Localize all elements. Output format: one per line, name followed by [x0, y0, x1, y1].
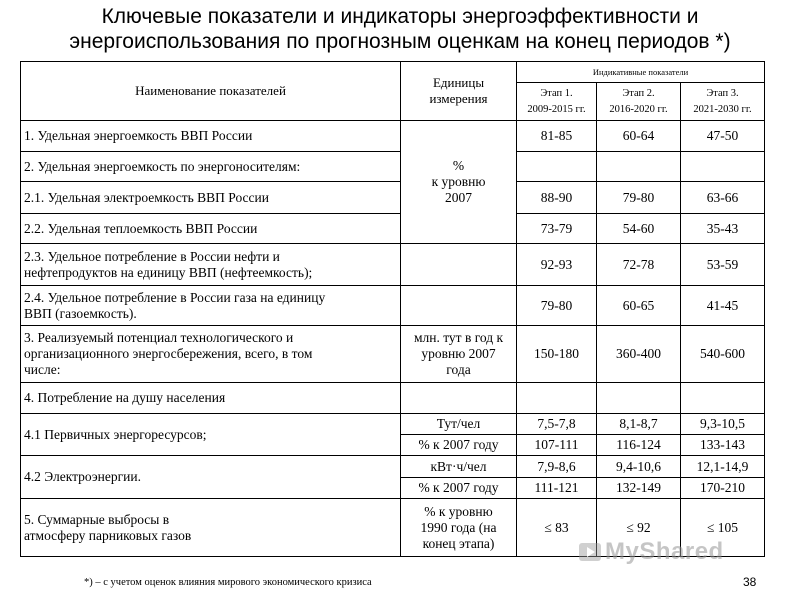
row-3-name-line-2: организационного энергосбережения, всего, в том — [24, 346, 313, 361]
row-4-2a-stage-2: 9,4-10,6 — [597, 456, 681, 478]
row-4-stage-3 — [681, 383, 765, 414]
merged-unit-line-3: 2007 — [445, 190, 472, 205]
row-2-3-unit — [401, 244, 517, 286]
row-5-unit — [401, 499, 517, 557]
row-2-stage-3 — [681, 152, 765, 182]
row-5-unit-line-2: 1990 года (на — [420, 519, 497, 535]
row-2-2-stage-1: 73-79 — [517, 214, 597, 244]
stage-3-years: 2021-2030 гг. — [693, 103, 752, 115]
row-3-unit — [401, 326, 517, 383]
row-2-1-stage-2: 79-80 — [597, 182, 681, 214]
row-2-3-stage-2: 72-78 — [597, 244, 681, 286]
stage-1-years: 2009-2015 гг. — [527, 103, 586, 115]
row-4-2-unit-a: кВт·ч/чел — [401, 456, 517, 478]
row-2-2-stage-3: 35-43 — [681, 214, 765, 244]
row-4-2b-stage-1: 111-121 — [517, 478, 597, 499]
row-2-1-stage-3: 63-66 — [681, 182, 765, 214]
row-2-4-name — [21, 286, 401, 326]
row-1-stage-2: 60-64 — [597, 121, 681, 152]
header-stage-1 — [517, 83, 597, 121]
row-2-4-stage-1: 79-80 — [517, 286, 597, 326]
row-5-name-line-1: 5. Суммарные выбросы в — [24, 511, 170, 527]
row-1-stage-1: 81-85 — [517, 121, 597, 152]
row-3-stage-3: 540-600 — [681, 326, 765, 383]
row-5-name-line-2: атмосферу парниковых газов — [24, 527, 192, 543]
header-unit-line-1: Единицы — [432, 75, 485, 90]
row-5-name — [21, 499, 401, 557]
stage-2-label: Этап 2. — [622, 87, 655, 99]
table-row — [21, 182, 765, 214]
title-line-2: энергоиспользования по прогнозным оценкам на конец периодов *) — [69, 30, 731, 53]
row-2-2-stage-2: 54-60 — [597, 214, 681, 244]
table-row — [21, 244, 765, 286]
table-row — [21, 286, 765, 326]
header-unit-cell — [401, 62, 517, 121]
row-4-unit — [401, 383, 517, 414]
table-row — [21, 383, 765, 414]
title-line-1: Ключевые показатели и индикаторы энергоэффективности и — [101, 5, 699, 28]
stage-1-label: Этап 1. — [540, 87, 573, 99]
table-row — [21, 414, 765, 435]
page-number: 38 — [743, 575, 757, 589]
header-stage-3 — [681, 83, 765, 121]
row-3-stage-1: 150-180 — [517, 326, 597, 383]
row-4-1-name: 4.1 Первичных энергоресурсов; — [21, 414, 401, 456]
row-4-name: 4. Потребление на душу населения — [21, 383, 401, 414]
row-1-name: 1. Удельная энергоемкость ВВП России — [21, 121, 401, 152]
watermark-text: MyShared — [605, 538, 724, 565]
row-4-1-unit-a: Тут/чел — [401, 414, 517, 435]
merged-unit-line-2: к уровню — [431, 174, 486, 189]
row-2-stage-2 — [597, 152, 681, 182]
myshared-logo-icon — [578, 540, 602, 564]
row-4-stage-2 — [597, 383, 681, 414]
merged-unit-line-1: % — [452, 158, 465, 173]
table-row — [21, 326, 765, 383]
watermark — [578, 537, 778, 567]
row-2-4-unit — [401, 286, 517, 326]
stage-3-label: Этап 3. — [706, 87, 739, 99]
row-5-unit-line-3: конец этапа) — [422, 535, 495, 551]
row-2-3-stage-3: 53-59 — [681, 244, 765, 286]
header-row-1 — [21, 62, 765, 83]
row-3-name — [21, 326, 401, 383]
row-4-1a-stage-1: 7,5-7,8 — [517, 414, 597, 435]
row-4-1a-stage-2: 8,1-8,7 — [597, 414, 681, 435]
row-5-stage-3: ≤ 105 — [681, 499, 765, 557]
row-3-unit-line-1: млн. тут в год к — [413, 330, 504, 345]
row-3-unit-line-2: уровню 2007 — [421, 346, 496, 361]
row-4-stage-1 — [517, 383, 597, 414]
table-row — [21, 152, 765, 182]
row-2-stage-1 — [517, 152, 597, 182]
row-4-1b-stage-1: 107-111 — [517, 435, 597, 456]
row-1-stage-3: 47-50 — [681, 121, 765, 152]
row-4-2a-stage-3: 12,1-14,9 — [681, 456, 765, 478]
row-2-4-stage-2: 60-65 — [597, 286, 681, 326]
row-4-1-unit-b: % к 2007 году — [401, 435, 517, 456]
row-4-2-name: 4.2 Электроэнергии. — [21, 456, 401, 499]
row-2-1-name: 2.1. Удельная электроемкость ВВП России — [21, 182, 401, 214]
merged-unit-cell — [401, 121, 517, 244]
row-4-2-unit-b: % к 2007 году — [401, 478, 517, 499]
row-3-name-line-1: 3. Реализуемый потенциал технологического и — [24, 330, 294, 345]
row-5-unit-line-1: % к уровню — [424, 503, 493, 519]
table-row — [21, 214, 765, 244]
row-2-2-name: 2.2. Удельная теплоемкость ВВП России — [21, 214, 401, 244]
table-row — [21, 121, 765, 152]
row-2-3-stage-1: 92-93 — [517, 244, 597, 286]
row-2-3-name-line-1: 2.3. Удельное потребление в России нефти и — [24, 248, 280, 264]
row-2-4-name-line-1: 2.4. Удельное потребление в России газа на единицу — [24, 289, 326, 305]
header-stage-2 — [597, 83, 681, 121]
row-5-stage-2: ≤ 92 — [597, 499, 681, 557]
row-3-unit-line-3: года — [446, 362, 471, 377]
row-2-4-name-line-2: ВВП (газоемкость). — [24, 305, 137, 321]
row-4-2b-stage-3: 170-210 — [681, 478, 765, 499]
header-indicative-cell: Индикативные показатели — [517, 62, 765, 83]
row-4-1b-stage-2: 116-124 — [597, 435, 681, 456]
row-3-name-line-3: числе: — [24, 362, 61, 377]
row-2-1-stage-1: 88-90 — [517, 182, 597, 214]
header-name-cell: Наименование показателей — [21, 62, 401, 121]
row-3-stage-2: 360-400 — [597, 326, 681, 383]
row-2-3-name-line-2: нефтепродуктов на единицу ВВП (нефтеемкость); — [24, 264, 313, 280]
row-2-name: 2. Удельная энергоемкость по энергоносителям: — [21, 152, 401, 182]
header-unit-line-2: измерения — [429, 91, 488, 106]
indicators-table — [20, 61, 765, 557]
row-2-3-name — [21, 244, 401, 286]
row-4-1b-stage-3: 133-143 — [681, 435, 765, 456]
row-5-stage-1: ≤ 83 — [517, 499, 597, 557]
row-2-4-stage-3: 41-45 — [681, 286, 765, 326]
row-4-2b-stage-2: 132-149 — [597, 478, 681, 499]
slide-title — [20, 4, 780, 54]
stage-2-years: 2016-2020 гг. — [609, 103, 668, 115]
row-4-1a-stage-3: 9,3-10,5 — [681, 414, 765, 435]
table-row — [21, 456, 765, 478]
row-4-2a-stage-1: 7,9-8,6 — [517, 456, 597, 478]
footnote: *) – с учетом оценок влияния мирового экономического кризиса — [84, 577, 372, 588]
